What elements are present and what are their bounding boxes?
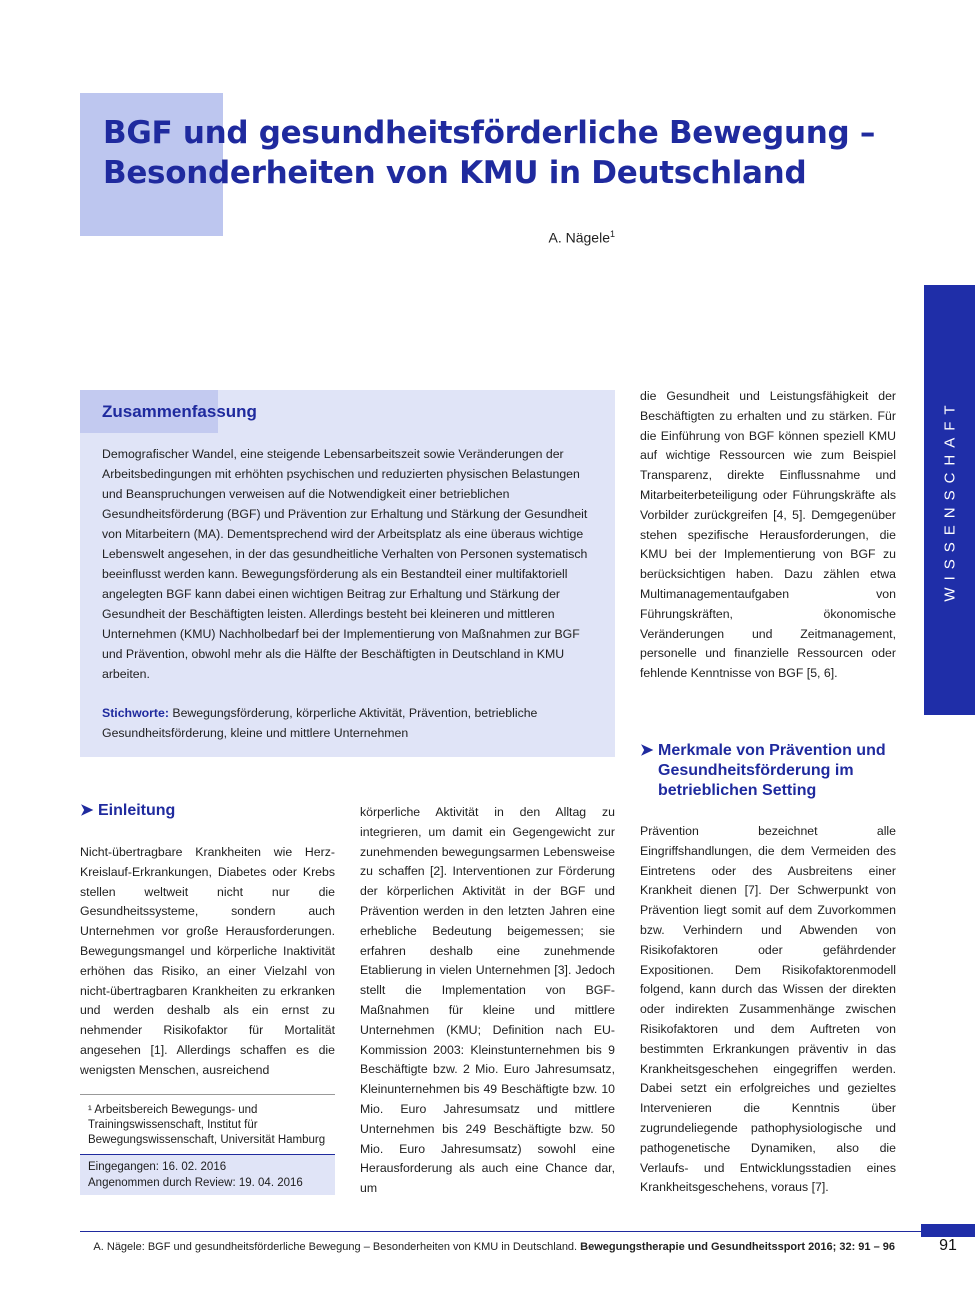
section-tab-label: WISSENSCHAFT (941, 398, 958, 602)
affiliation-footnote: ¹ Arbeitsbereich Bewegungs- und Trainingswissenschaft, Institut für Bewegungswissenschaft, Universität Hamburg (88, 1104, 326, 1146)
dates-box (80, 1154, 335, 1195)
footer-citation-text: A. Nägele: BGF und gesundheitsförderliche Bewegung – Besonderheiten von KMU in Deutschland. (93, 1241, 581, 1253)
arrow-right-icon: ➤ (80, 802, 94, 819)
intro-heading-text: Einleitung (98, 802, 176, 819)
intro-column-2: körperliche Aktivität in den Alltag zu integrieren, um damit ein Gegengewicht zur zunehmenden bewegungsarmen Lebensweise zu schaffen [2]. Interventionen zur Förderung der körperlichen Aktivität in der BGF und Prävention werden in den letzten Jahren eine erhebliche Bedeutung beigemessen; sie erfahren deshalb eine zunehmende Etablierung in vielen Unternehmen [3]. Jedoch stellt die Implementation von BGF-Maßnahmen für kleine und mittlere Unternehmen (KMU; Definition nach EU-Kommission 2003: Kleinstunternehmen bis 9 Beschäftigte bzw. 2 Mio. Euro Jahresumsatz, Kleinunternehmen bis 49 Beschäftigte bzw. 10 Mio. Euro Jahresumsatz und mittlere Unternehmen bis 249 Beschäftigte bzw. 50 Mio. Euro Jahresumsatz) sowohl eine Herausforderung als auch eine Chance dar, um (360, 805, 615, 1196)
footer-citation (93, 1241, 895, 1253)
abstract-title: Zusammenfassung (102, 402, 257, 421)
author (549, 229, 616, 246)
received-date: Eingegangen: 16. 02. 2016 (88, 1161, 227, 1173)
intro-column-1: Nicht-übertragbare Krankheiten wie Herz-Kreislauf-Erkrankungen, Diabetes oder Krebs stellen weltweit nicht nur die Gesundheitssysteme, sondern auch Unternehmen vor große Herausforderungen. Bewegungsmangel und körperliche Inaktivität erhöhen das Risiko, an einer Vielzahl von nicht-übertragbaren Krankheiten zu erkranken und werden deshalb als ein ernst zu nehmender Risikofaktor für Mortalität angesehen [1]. Allerdings schaffen es die wenigsten Menschen, ausreichend (80, 845, 335, 1077)
abstract-keywords (102, 703, 597, 743)
section-tab (924, 285, 975, 715)
title-line-2: Besonderheiten von KMU in Deutschland (103, 155, 807, 191)
author-affiliation-marker: 1 (609, 229, 615, 239)
abstract-box (80, 390, 615, 757)
footer-rule (80, 1231, 975, 1232)
page-number: 91 (939, 1237, 957, 1254)
intro-heading (80, 801, 335, 821)
article-title (103, 113, 883, 193)
footnote (80, 1094, 335, 1195)
footer-journal: Bewegungstherapie und Gesundheitssport 2016; 32: 91 – 96 (580, 1241, 895, 1253)
merkmale-heading (640, 741, 896, 801)
keywords-label: Stichworte: (102, 706, 169, 720)
title-line-1: BGF und gesundheitsförderliche Bewegung – (103, 115, 876, 151)
author-name: A. Nägele (548, 229, 610, 246)
accepted-date: Angenommen durch Review: 19. 04. 2016 (88, 1177, 303, 1189)
merkmale-heading-text: Merkmale von Prävention und Gesundheitsförderung im betrieblichen Setting (658, 742, 886, 799)
right-column-top: die Gesundheit und Leistungsfähigkeit der Beschäftigten zu erhalten und zu stärken. Für die Einführung von BGF können speziell KMU auf wichtige Ressourcen wie zum Beispiel Transparenz, direkte Einflussnahme und Mitarbeiterbeteiligung oder Führungskräfte als Vorbilder zurückgreifen [4, 5]. Demgegenüber stehen spezifische Herausforderungen, die KMU bei der Implementierung von BGF zu berücksichtigen haben. Dazu zählen etwa Multimanagementaufgaben von Führungskräften, ökonomische Veränderungen und Zeitmanagement, personelle und finanzielle Ressourcen oder fehlende Kenntnisse von BGF [5, 6]. (640, 389, 896, 681)
arrow-right-icon: ➤ (640, 742, 654, 759)
abstract-body: Demografischer Wandel, eine steigende Lebensarbeitszeit sowie Veränderungen der Arbeitsbedingungen mit erhöhten psychischen und reduzierten physischen Belastungen und Beanspruchungen verweisen auf die Notwendigkeit einer betrieblichen Gesundheitsförderung (BGF) und Prävention zur Erhaltung und Stärkung der Gesundheit von Mitarbeitern (MA). Dementsprechend wird der Arbeitsplatz als eine überaus wichtige Lebenswelt angesehen, in der das gesundheitliche Verhalten von Personen systematisch beeinflusst werden kann. Bewegungsförderung als ein Bestandteil einer multifaktoriell angelegten BGF kann dabei einen wichtigen Beitrag zur Erhaltung und Stärkung der Gesundheit der Beschäftigten leisten. Allerdings besteht bei kleineren und mittleren Unternehmen (KMU) Nachholbedarf bei der Implementierung von Maßnahmen zur BGF und Prävention, obwohl mehr als die Hälfte der Beschäftigten in Deutschland in KMU arbeiten. (102, 447, 588, 681)
keywords-text: Bewegungsförderung, körperliche Aktivität, Prävention, betriebliche Gesundheitsförderung, kleine und mittlere Unternehmen (102, 706, 538, 740)
page-number-bar (921, 1224, 975, 1237)
right-column-bottom: Prävention bezeichnet alle Eingriffshandlungen, die dem Vermeiden des Eintretens oder des Ausbreitens einer Krankheit dienen [7]. Der Schwerpunkt von Prävention liegt somit auf dem Zuvorkommen bzw. Verhindern und Abwenden von Risikofaktoren oder gefährdender Expositionen. Dem Risikofaktorenmodell folgend, kann durch das Wissen der direkten oder indirekten Zusammenhänge zwischen Risikofaktoren und dem Auftreten von bestimmten Erkrankungen präventiv in das Krankheitsgeschehen eingegriffen werden. Dabei setzt ein erfolgreiches und gezieltes Intervenieren die Kenntnis über zugrundeliegende pathophysiologische und pathogenetische Dynamiken, also die Verlaufs- und Entwicklungsstadien eines Krankheitsgeschehens, voraus [7]. (640, 824, 896, 1195)
